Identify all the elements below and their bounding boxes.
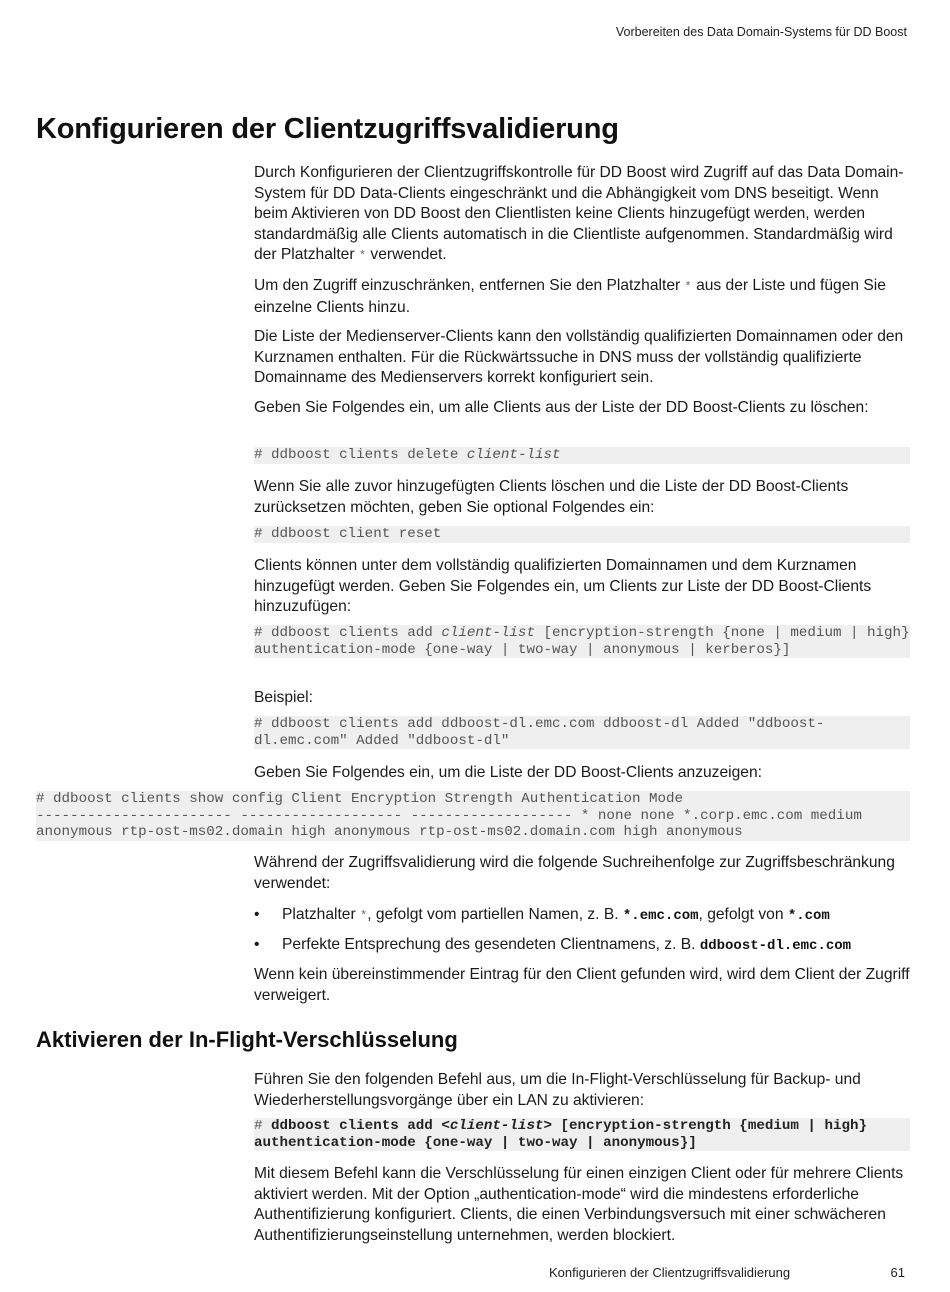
paragraph-show-clients <box>254 763 910 784</box>
paragraph-add-text: Clients können unter dem vollständig qualifizierten Domainnamen und dem Kurznamen hinzugefügt werden. Geben Sie Folgendes ein, um Clients zur Liste der DD Boost-Clients hinzuzufügen: <box>254 557 872 615</box>
code-command: ddboost clients add <box>271 1118 442 1134</box>
paragraph-restrict-text: Um den Zugriff einzuschränken, entfernen Sie den Platzhalter <box>254 277 685 294</box>
code-placeholder: <client-list> <box>441 1118 552 1134</box>
code-options: [encryption-strength {medium | high} authentication-mode {one-way | two-way | anonymous}] <box>254 1118 876 1151</box>
code-text: # ddboost clients add <box>254 625 442 641</box>
list-item-text: Platzhalter <box>282 906 361 923</box>
paragraph-restrict-access <box>254 276 910 318</box>
code-example: *.com <box>787 908 830 924</box>
code-text: # ddboost client reset <box>254 526 910 543</box>
paragraph-reset-text: Wenn Sie alle zuvor hinzugefügten Clients löschen und die Liste der DD Boost-Clients zurücksetzen möchten, geben Sie optional Folgendes ein: <box>254 478 849 516</box>
paragraph-delete-text: Geben Sie Folgendes ein, um alle Clients aus der Liste der DD Boost-Clients zu löschen: <box>254 399 869 416</box>
list-item-text: , gefolgt vom partiellen Namen, z. B. <box>367 906 623 923</box>
code-options: [encryption-strength {none | medium | high} authentication-mode {one-way | two-way | anonymous | kerberos}] <box>254 625 919 658</box>
example-label: Beispiel: <box>254 689 313 706</box>
code-prompt: # <box>254 1118 272 1134</box>
bullet-point: • <box>254 936 260 953</box>
paragraph-intro <box>254 163 910 267</box>
wildcard-symbol: * <box>684 280 692 294</box>
paragraph-enable-encryption-text: Führen Sie den folgenden Befehl aus, um die In-Flight-Verschlüsselung für Backup- und Wiederherstellungsvorgänge über ein LAN zu aktivieren: <box>254 1071 861 1109</box>
paragraph-delete-clients <box>254 398 910 419</box>
paragraph-encryption-details-text: Mit diesem Befehl kann die Verschlüsselung für einen einzigen Client oder für mehrere Clients aktiviert werden. Mit der Option „authentication-mode“ wird die mindestens erforderliche Authentifizierung konfiguriert. Clients, die einen Verbindungsversuch mit einer schwächeren Authentifizierungseinstellung unternehmen, werden blockiert. <box>254 1165 904 1244</box>
paragraph-access-denied-text: Wenn kein übereinstimmender Eintrag für den Client gefunden wird, wird dem Client der Zugriff verweigert. <box>254 966 910 1004</box>
section-title-inflight-encryption: Aktivieren der In-Flight-Verschlüsselung <box>36 1027 458 1052</box>
wildcard-symbol: * <box>360 909 368 923</box>
example-label-block <box>254 688 910 709</box>
paragraph-enable-encryption <box>254 1070 910 1111</box>
code-example: *.emc.com <box>622 908 699 924</box>
code-block-delete-clients <box>254 447 910 464</box>
footer-title: Konfigurieren der Clientzugriffsvalidierung <box>549 1265 791 1280</box>
section-title-client-access-validation: Konfigurieren der Clientzugriffsvalidierung <box>36 113 619 145</box>
list-item-text: Perfekte Entsprechung des gesendeten Clientnamens, z. B. <box>282 936 700 953</box>
code-text: # ddboost clients add ddboost-dl.emc.com ddboost-dl Added "ddboost-dl.emc.com" Added "ddboost-dl" <box>254 716 910 749</box>
paragraph-intro-end: verwendet. <box>366 246 447 263</box>
code-block-enable-encryption <box>254 1118 910 1151</box>
paragraph-search-order-text: Während der Zugriffsvalidierung wird die folgende Suchreihenfolge zur Zugriffsbeschränkung verwendet: <box>254 854 895 892</box>
paragraph-search-order <box>254 853 910 894</box>
bullet-point: • <box>254 906 260 923</box>
paragraph-restrict-end: aus der Liste und fügen Sie einzelne Clients hinzu. <box>254 277 886 316</box>
code-text: # ddboost clients delete <box>254 447 467 463</box>
code-block-show-config <box>36 791 910 841</box>
code-placeholder: client-list <box>441 625 535 641</box>
paragraph-media-server-text: Die Liste der Medienserver-Clients kann den vollständig qualifizierten Domainnamen oder den Kurznamen enthalten. Für die Rückwärtssuche in DNS muss der vollständig qualifizierte Domainname des Medienservers korrekt konfiguriert sein. <box>254 328 904 386</box>
code-block-client-reset <box>254 526 910 543</box>
paragraph-encryption-details <box>254 1164 910 1246</box>
paragraph-show-text: Geben Sie Folgendes ein, um die Liste der DD Boost-Clients anzuzeigen: <box>254 764 762 781</box>
code-text: # ddboost clients show config Client Encryption Strength Authentication Mode ----------------------- ------------------- ------------------- * none none *.corp.emc.com medium anonymous rtp-ost-ms02.domain high anonymous rtp-ost-ms02.domain.com high anonymous <box>36 791 910 841</box>
page-number: 61 <box>890 1265 905 1280</box>
paragraph-intro-text: Durch Konfigurieren der Clientzugriffskontrolle für DD Boost wird Zugriff auf das Data Domain-System für DD Data-Clients eingeschränkt und die Abhängigkeit vom DNS beseitigt. Wenn beim Aktivieren von DD Boost den Clientlisten keine Clients hinzugefügt werden, werden standardmäßig alle Clients automatisch in die Clientliste aufgenommen. Standardmäßig wird der Platzhalter <box>254 164 904 263</box>
code-block-add-clients <box>254 625 919 658</box>
wildcard-symbol: * <box>358 249 367 263</box>
paragraph-access-denied <box>254 965 910 1006</box>
running-header: Vorbereiten des Data Domain-Systems für DD Boost <box>615 25 907 39</box>
code-placeholder: client-list <box>466 447 561 463</box>
paragraph-media-server-list <box>254 327 910 389</box>
paragraph-reset-clients <box>254 477 910 518</box>
paragraph-add-clients <box>254 556 910 618</box>
code-example: ddboost-dl.emc.com <box>699 938 852 954</box>
code-block-example <box>254 716 910 749</box>
list-item-text: , gefolgt von <box>698 906 788 923</box>
